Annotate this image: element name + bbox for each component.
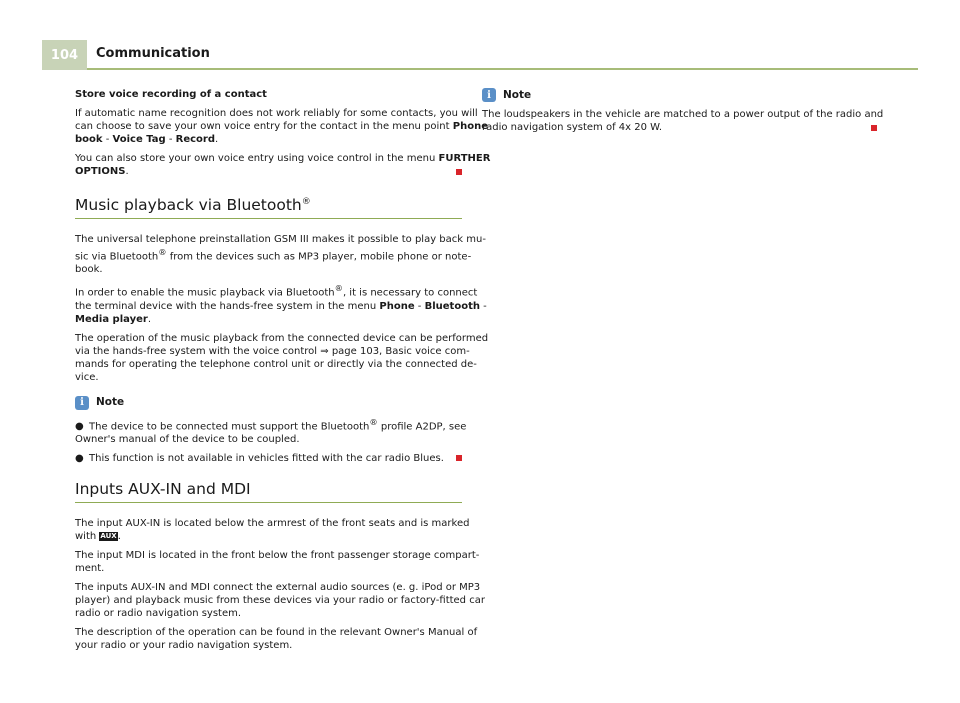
- right-note-text: The loudspeakers in the vehicle are matched to a power output of the radio and radio navigation system of 4x 20 W.: [482, 109, 884, 133]
- note-bullet-item: ● This function is not available in vehicles fitted with the car radio Blues.: [75, 452, 462, 465]
- aux-logo-icon: AUX: [100, 531, 117, 540]
- header-rule: [87, 68, 918, 70]
- aux-paragraph-4: The description of the operation can be found in the relevant Owner's Manual of your radio or your radio navigation system.: [75, 627, 478, 652]
- store-voice-heading: Store voice recording of a contact: [75, 89, 267, 100]
- store-voice-paragraph-1: If automatic name recognition does not work reliably for some contacts, you will can choose to save your own voice entry for the contact in the menu point Phone book - Voice Tag - Record.: [75, 108, 488, 145]
- note-label: Note: [96, 396, 125, 409]
- aux-paragraph-1: The input AUX-IN is located below the armrest of the front seats and is marked with AUX.: [75, 518, 470, 543]
- section-end-marker-icon: [871, 125, 877, 131]
- music-paragraph-1: The universal telephone preinstallation GSM III makes it possible to play back mu- sic via Bluetooth® from the devices such as MP3 player, mobile phone or note- book.: [75, 234, 486, 276]
- page-number: 104: [42, 40, 87, 70]
- page-header: [0, 40, 960, 70]
- section-end-marker-icon: [456, 169, 462, 175]
- left-column: [75, 88, 491, 658]
- right-note-header: [482, 88, 877, 102]
- info-icon: i: [482, 88, 496, 102]
- store-voice-paragraph-2: You can also store your own voice entry using voice control in the menu FURTHER OPTIONS.: [75, 153, 491, 177]
- aux-paragraph-3: The inputs AUX-IN and MDI connect the external audio sources (e. g. iPod or MP3 player) and playback music from these devices via your radio or factory-fitted car radio or radio navigation system.: [75, 582, 485, 620]
- section-title-music: Music playback via Bluetooth®: [75, 196, 462, 219]
- note-bullet-item: ● The device to be connected must support the Bluetooth® profile A2DP, see Owner's manual of the device to be coupled.: [75, 416, 467, 446]
- note-label: Note: [503, 88, 532, 101]
- page-title: Communication: [96, 46, 210, 61]
- info-icon: i: [75, 396, 89, 410]
- music-note-header: [75, 396, 462, 410]
- section-title-aux: Inputs AUX-IN and MDI: [75, 483, 462, 503]
- music-paragraph-2: In order to enable the music playback via Bluetooth®, it is necessary to connect the terminal device with the hands-free system in the menu Phone - Bluetooth - Media player.: [75, 283, 487, 325]
- music-paragraph-3: The operation of the music playback from the connected device can be performed via the hands-free system with the voice control ⇒ page 103, Basic voice com- mands for operating the telephone control unit or directly via the connected de- vice.: [75, 332, 489, 383]
- section-end-marker-icon: [456, 455, 462, 461]
- aux-paragraph-2: The input MDI is located in the front below the front passenger storage compart- ment.: [75, 550, 480, 575]
- right-column: [482, 88, 884, 140]
